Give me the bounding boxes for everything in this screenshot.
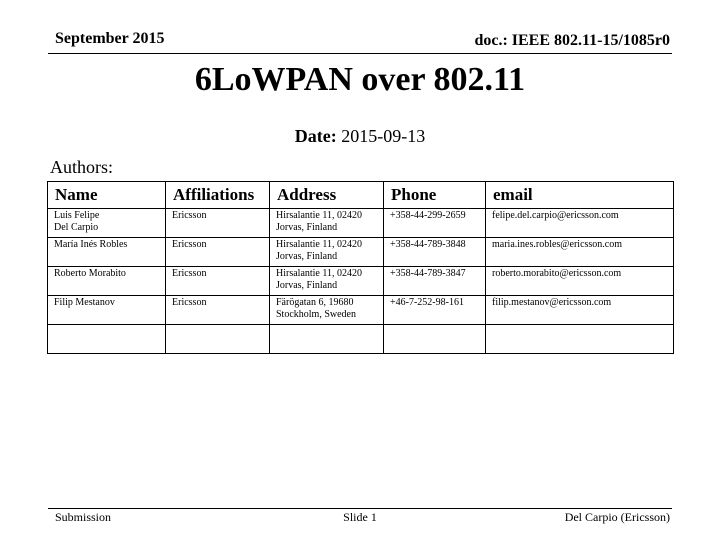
date-value: 2015-09-13 xyxy=(341,126,426,146)
author-name-line: Filip Mestanov xyxy=(54,297,115,308)
table-header-row xyxy=(48,182,674,209)
column-header-email: email xyxy=(486,182,674,209)
author-address-line: Hirsalantie 11, 02420 xyxy=(276,210,363,221)
header-date: September 2015 xyxy=(55,30,165,47)
author-phone-cell xyxy=(384,325,486,354)
slide-title: 6LoWPAN over 802.11 xyxy=(194,61,526,98)
author-phone-cell: +46-7-252-98-161 xyxy=(384,296,486,325)
author-name-cell xyxy=(48,325,166,354)
author-email-cell: filip.mestanov@ericsson.com xyxy=(486,296,674,325)
author-address-cell xyxy=(270,209,384,238)
author-address-line: Färögatan 6, 19680 xyxy=(276,297,354,308)
author-address-line: Hirsalantie 11, 02420 xyxy=(276,239,363,250)
footer-author: Del Carpio (Ericsson) xyxy=(564,510,670,524)
author-email-cell: roberto.morabito@ericsson.com xyxy=(486,267,674,296)
author-phone-cell: +358-44-789-3848 xyxy=(384,238,486,267)
author-name-cell xyxy=(48,209,166,238)
author-affiliation-cell: Ericsson xyxy=(166,238,270,267)
author-address-line: Jorvas, Finland xyxy=(276,280,338,291)
author-address-cell xyxy=(270,296,384,325)
footer-submission: Submission xyxy=(55,510,112,524)
author-name-cell xyxy=(48,296,166,325)
author-affiliation-cell: Ericsson xyxy=(166,267,270,296)
header-doc-id: doc.: IEEE 802.11-15/1085r0 xyxy=(474,32,670,49)
author-email-cell: maria.ines.robles@ericsson.com xyxy=(486,238,674,267)
author-phone-cell: +358-44-299-2659 xyxy=(384,209,486,238)
author-affiliation-cell: Ericsson xyxy=(166,296,270,325)
author-affiliation-cell: Ericsson xyxy=(166,209,270,238)
author-address-line: Stockholm, Sweden xyxy=(276,309,356,320)
authors-label: Authors: xyxy=(50,157,113,177)
author-name-line: Roberto Morabito xyxy=(54,268,126,279)
author-name-cell xyxy=(48,267,166,296)
column-header-name: Name xyxy=(48,182,166,209)
author-name-cell xyxy=(48,238,166,267)
author-address-line: Jorvas, Finland xyxy=(276,222,338,233)
table-row xyxy=(48,296,674,325)
author-name-line: Luis Felipe xyxy=(54,210,100,221)
author-email-cell xyxy=(486,325,674,354)
author-name-line: María Inés Robles xyxy=(54,239,128,250)
author-name-line: Del Carpio xyxy=(54,222,99,233)
header-divider xyxy=(48,53,672,54)
column-header-affiliations: Affiliations xyxy=(166,182,270,209)
author-affiliation-cell xyxy=(166,325,270,354)
authors-table xyxy=(47,181,674,354)
footer-divider xyxy=(48,508,672,509)
author-address-line: Hirsalantie 11, 02420 xyxy=(276,268,363,279)
author-address-cell xyxy=(270,267,384,296)
author-email-cell: felipe.del.carpio@ericsson.com xyxy=(486,209,674,238)
table-row xyxy=(48,238,674,267)
author-phone-cell: +358-44-789-3847 xyxy=(384,267,486,296)
date-line xyxy=(0,126,720,147)
date-label: Date: xyxy=(294,126,337,146)
column-header-address: Address xyxy=(270,182,384,209)
author-address-cell xyxy=(270,325,384,354)
table-row xyxy=(48,325,674,354)
table-row xyxy=(48,209,674,238)
author-address-cell xyxy=(270,238,384,267)
table-row xyxy=(48,267,674,296)
footer-slide-number: Slide 1 xyxy=(343,510,377,524)
column-header-phone: Phone xyxy=(384,182,486,209)
author-address-line: Jorvas, Finland xyxy=(276,251,338,262)
